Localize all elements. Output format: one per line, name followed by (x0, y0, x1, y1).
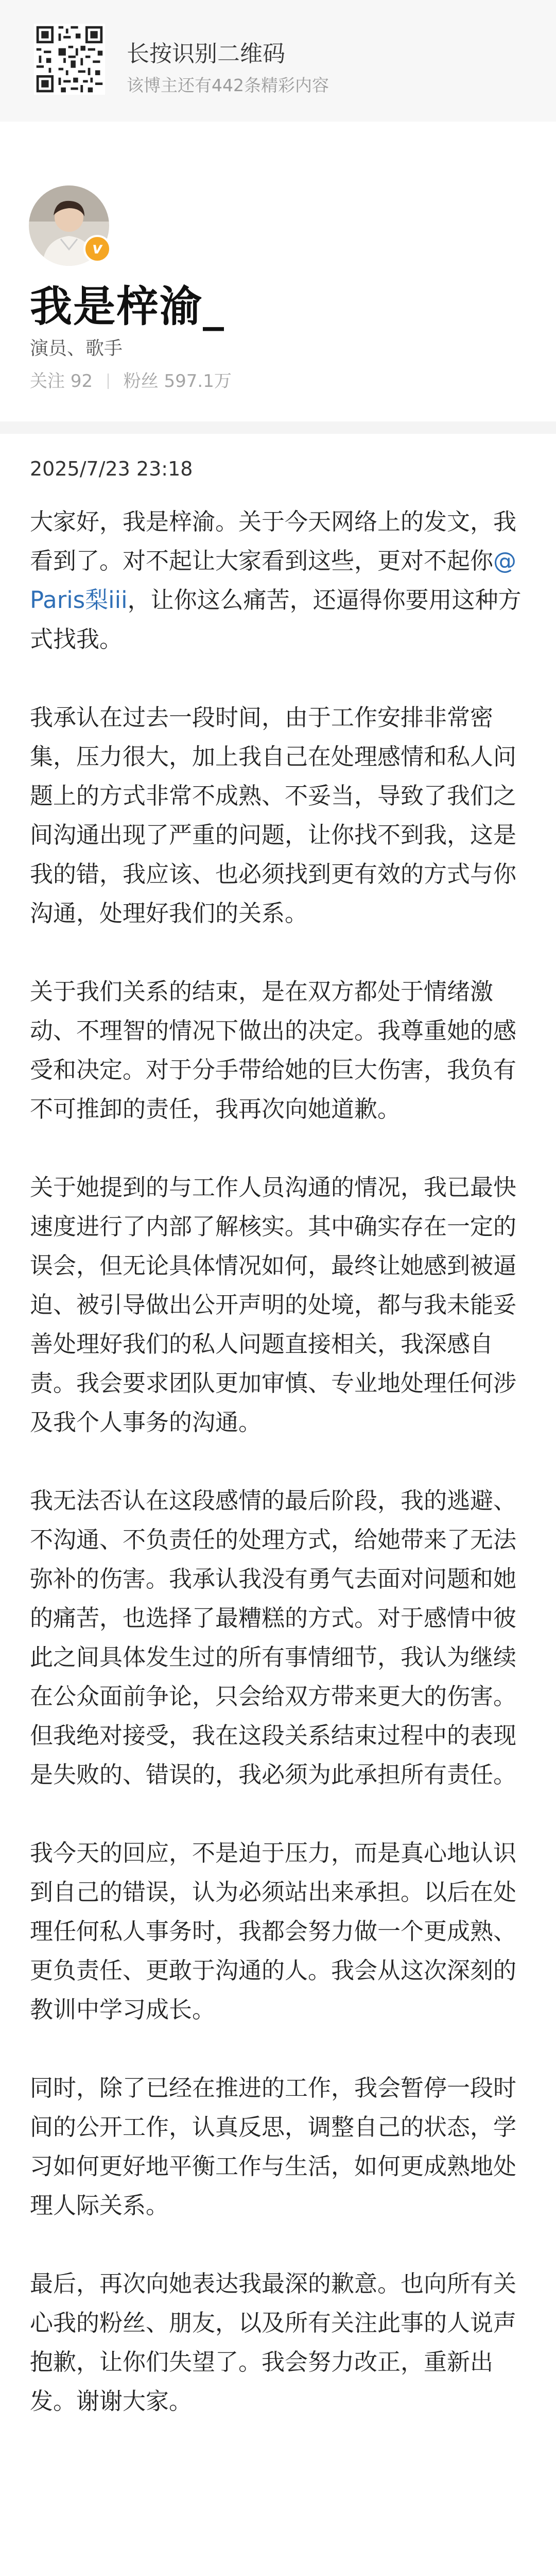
paragraph-text: 大家好，我是梓渝。关于今天网络上的发文，我看到了。对不起让大家看到这些，更对不起你 (30, 508, 517, 574)
fans-label: 粉丝 (123, 371, 159, 392)
post-paragraph: 我无法否认在这段感情的最后阶段，我的逃避、不沟通、不负责任的处理方式，给她带来了无法弥补的伤害。我承认我没有勇气去面对问题和她的痛苦，也选择了最糟糕的方式。对于感情中彼此之间具体发生过的所有事情细节，我认为继续在公众面前争论，只会给双方带来更大的伤害。但我绝对接受，我在这段关系结束过程中的表现是失败的、错误的，我必须为此承担所有责任。 (30, 1487, 517, 1788)
post-paragraph: 我今天的回应，不是迫于压力，而是真心地认识到自己的错误，认为必须站出来承担。以后在处理任何私人事务时，我都会努力做一个更成熟、更负责任、更敢于沟通的人。我会从这次深刻的教训中学习成长。 (30, 1839, 517, 2023)
qr-code-icon[interactable] (34, 24, 105, 95)
follow-count[interactable]: 92 (70, 371, 93, 392)
post-paragraph (30, 502, 526, 659)
post-paragraph: 我承认在过去一段时间，由于工作安排非常密集，压力很大，加上我自己在处理感情和私人问题上的方式非常不成熟、不妥当，导致了我们之间沟通出现了严重的问题，让你找不到我，这是我的错，我应该、也必须找到更有效的方式与你沟通，处理好我们的关系。 (30, 704, 517, 927)
post-paragraph: 最后，再次向她表达我最深的歉意。也向所有关心我的粉丝、朋友，以及所有关注此事的人说声抱歉，让你们失望了。我会努力改正，重新出发。谢谢大家。 (30, 2270, 517, 2415)
avatar[interactable] (29, 185, 109, 266)
banner-subtitle: 该博主还有442条精彩内容 (127, 75, 329, 95)
user-bio: 演员、歌手 (30, 338, 123, 359)
post-paragraph: 关于我们关系的结束，是在双方都处于情绪激动、不理智的情况下做出的决定。我尊重她的感受和决定。对于分手带给她的巨大伤害，我负有不可推卸的责任，我再次向她道歉。 (30, 978, 517, 1123)
fans-count[interactable]: 597.1万 (164, 371, 232, 392)
post-paragraph: 同时，除了已经在推进的工作，我会暂停一段时间的公开工作，认真反思，调整自己的状态，学习如何更好地平衡工作与生活，如何更成熟地处理人际关系。 (30, 2074, 517, 2219)
post-content (30, 502, 526, 2421)
username[interactable]: 我是梓渝_ (30, 282, 225, 331)
user-stats (30, 367, 232, 392)
stats-divider (108, 374, 109, 389)
follow-label: 关注 (30, 371, 65, 392)
mention-link[interactable]: @Paris梨iii (30, 547, 517, 614)
post-timestamp: 2025/7/23 23:18 (30, 457, 193, 480)
top-qr-banner (0, 0, 556, 122)
verified-badge-icon: v (83, 235, 111, 263)
banner-title: 长按识别二维码 (127, 41, 285, 67)
paragraph-text: ，让你这么痛苦，还逼得你要用这种方式找我。 (30, 586, 522, 653)
section-divider (0, 421, 556, 434)
post-paragraph: 关于她提到的与工作人员沟通的情况，我已最快速度进行了内部了解核实。其中确实存在一定的误会，但无论具体情况如何，最终让她感到被逼迫、被引导做出公开声明的处境，都与我未能妥善处理好我们的私人问题直接相关，我深感自责。我会要求团队更加审慎、专业地处理任何涉及我个人事务的沟通。 (30, 1174, 517, 1436)
